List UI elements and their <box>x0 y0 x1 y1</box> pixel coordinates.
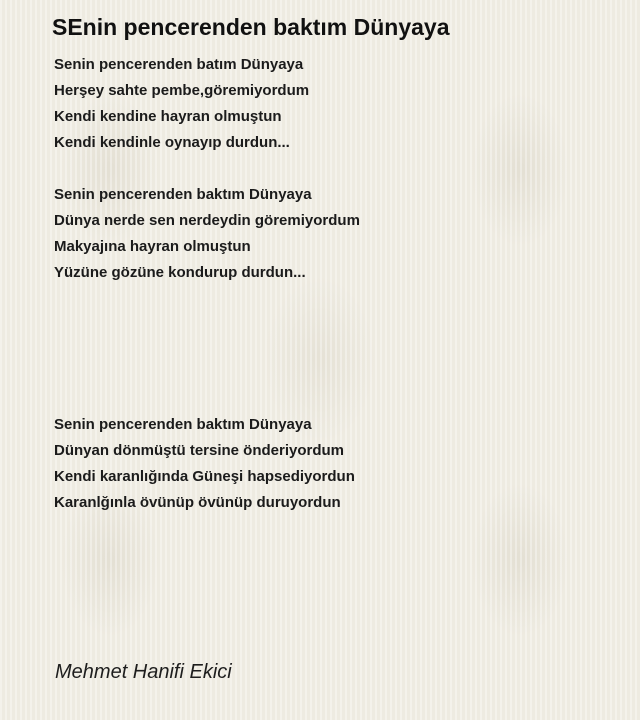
stanza-3 <box>54 412 355 516</box>
poem-line: Herşey sahte pembe,göremiyordum <box>54 82 310 99</box>
poem-line: Dünyan dönmüştü tersine önderiyordum <box>54 442 345 459</box>
poem-line: Yüzüne gözüne kondurup durdun... <box>54 264 306 281</box>
poem-line: Kendi kendinle oynayıp durdun... <box>54 134 290 151</box>
poem-line: Senin pencerenden baktım Dünyaya <box>54 416 312 433</box>
poem-line: Dünya nerde sen nerdeydin göremiyordum <box>54 212 360 229</box>
poem-line: Senin pencerenden batım Dünyaya <box>54 56 304 73</box>
poem-line: Kendi karanlığında Güneşi hapsediyordun <box>54 468 355 485</box>
stanza-1 <box>54 52 309 156</box>
poem-line: Senin pencerenden baktım Dünyaya <box>54 186 312 203</box>
poem-title: SEnin pencerenden baktım Dünyaya <box>52 14 450 40</box>
poem-author: Mehmet Hanifi Ekici <box>55 661 232 683</box>
poem-line: Karanlğınla övünüp övünüp duruyordun <box>54 494 341 511</box>
poem-line: Makyajına hayran olmuştun <box>54 238 251 255</box>
stanza-2 <box>54 182 360 286</box>
poem-line: Kendi kendine hayran olmuştun <box>54 108 282 125</box>
